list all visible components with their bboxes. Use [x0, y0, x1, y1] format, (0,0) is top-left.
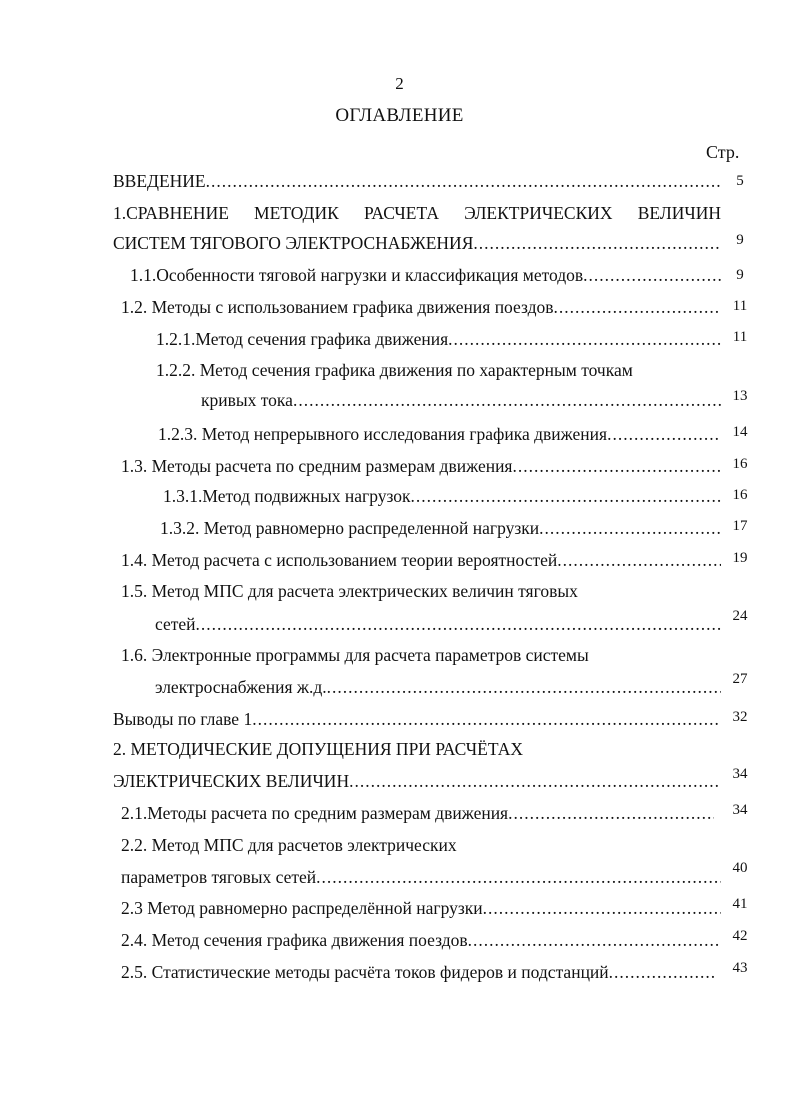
toc-page-number: 9 [736, 232, 744, 248]
toc-entry-1-3[interactable] [121, 455, 721, 477]
toc-entry-1-4[interactable] [121, 549, 721, 571]
toc-entry-text: 1.3.1.Метод подвижных нагрузок [163, 486, 411, 506]
toc-entry-2-3[interactable] [121, 897, 721, 919]
toc-entry-text: электроснабжения ж.д. [155, 677, 327, 697]
toc-page-number: 32 [732, 709, 748, 725]
toc-entry-chapter-1-line1[interactable]: 1.СРАВНЕНИЕ МЕТОДИК РАСЧЕТА ЭЛЕКТРИЧЕСКИХ ВЕЛИЧИН [113, 203, 721, 223]
toc-entry-2-5[interactable] [121, 961, 714, 983]
page-column-label: Стр. [706, 142, 740, 162]
toc-entry-text: 2.5. Статистические методы расчёта токов фидеров и подстанций [121, 962, 609, 982]
toc-entry-text: 2.3 Метод равномерно распределённой нагрузки [121, 898, 483, 918]
toc-entry-text: 2.1.Методы расчета по средним размерам движения [121, 803, 509, 823]
toc-entry-text: параметров тяговых сетей [121, 867, 317, 887]
toc-entry-text: СИСТЕМ ТЯГОВОГО ЭЛЕКТРОСНАБЖЕНИЯ [113, 233, 474, 253]
toc-page-number: 11 [732, 298, 748, 314]
toc-entry-chapter-1-line2[interactable] [113, 232, 721, 254]
toc-page-number: 9 [736, 267, 744, 283]
toc-entry-text: 1.3.2. Метод равномерно распределенной нагрузки [160, 518, 540, 538]
toc-entry-1-2-2-line1[interactable]: 1.2.2. Метод сечения графика движения по характерным точкам [156, 360, 633, 380]
toc-entry-chapter-1-conclusions[interactable] [113, 708, 721, 730]
leader-dots [508, 802, 714, 824]
toc-entry-text: 1.2.1.Метод сечения графика движения [156, 329, 449, 349]
leader-dots [327, 676, 721, 698]
page-number: 2 [395, 74, 404, 93]
toc-entry-1-6-line1[interactable]: 1.6. Электронные программы для расчета параметров системы [121, 645, 589, 665]
toc-entry-1-2-2-line2[interactable] [201, 389, 721, 411]
toc-page-number: 34 [732, 766, 748, 782]
toc-page-number: 34 [732, 802, 748, 818]
leader-dots [557, 549, 721, 571]
leader-dots [468, 929, 721, 951]
toc-entry-text: Выводы по главе 1 [113, 709, 253, 729]
toc-page-number: 14 [732, 424, 748, 440]
toc-page-number: 41 [732, 896, 748, 912]
leader-dots [609, 961, 714, 983]
toc-entry-introduction[interactable] [113, 170, 721, 192]
leader-dots [583, 264, 721, 286]
leader-dots [554, 296, 721, 318]
toc-page-number: 13 [732, 388, 748, 404]
toc-entry-1-1[interactable] [130, 264, 721, 286]
toc-entry-text: кривых тока [201, 390, 293, 410]
toc-page-number: 5 [736, 173, 744, 189]
toc-entry-text: 1.2.3. Метод непрерывного исследования графика движения [158, 424, 608, 444]
leader-dots [206, 170, 721, 192]
toc-entry-1-5-line2[interactable] [155, 613, 721, 635]
toc-page-number: 43 [732, 960, 748, 976]
leader-dots [349, 770, 721, 792]
toc-entry-text: 1.2. Методы с использованием графика движения поездов [121, 297, 554, 317]
toc-entry-text: 2.4. Метод сечения графика движения поездов [121, 930, 468, 950]
toc-entry-1-2-3[interactable] [158, 423, 721, 445]
toc-page-number: 17 [732, 518, 748, 534]
toc-entry-text: ЭЛЕКТРИЧЕСКИХ ВЕЛИЧИН [113, 771, 350, 791]
toc-entry-2-2-line1[interactable]: 2.2. Метод МПС для расчетов электрических [121, 835, 457, 855]
toc-entry-2-4[interactable] [121, 929, 721, 951]
toc-page-number: 40 [732, 860, 748, 876]
toc-entry-1-2-1[interactable] [156, 328, 721, 350]
toc-entry-text: 1.1.Особенности тяговой нагрузки и классификация методов [130, 265, 584, 285]
toc-entry-1-6-line2[interactable] [155, 676, 721, 698]
leader-dots [473, 232, 721, 254]
toc-entry-text: 1.3. Методы расчета по средним размерам движения [121, 456, 513, 476]
leader-dots [539, 517, 721, 539]
toc-page-number: 11 [732, 329, 748, 345]
toc-page-number: 42 [732, 928, 748, 944]
toc-page-number: 16 [732, 456, 748, 472]
toc-entry-text: сетей [155, 614, 196, 634]
toc-entry-chapter-2-line1[interactable]: 2. МЕТОДИЧЕСКИЕ ДОПУЩЕНИЯ ПРИ РАСЧЁТАХ [113, 739, 523, 759]
toc-page-number: 27 [732, 671, 748, 687]
toc-page-number: 24 [732, 608, 748, 624]
leader-dots [513, 455, 722, 477]
toc-entry-1-3-1[interactable] [163, 485, 721, 507]
leader-dots [448, 328, 721, 350]
toc-entry-text: ВВЕДЕНИЕ [113, 171, 206, 191]
toc-entry-1-3-2[interactable] [160, 517, 721, 539]
toc-entry-chapter-2-line2[interactable] [113, 770, 721, 792]
leader-dots [607, 423, 721, 445]
toc-title: ОГЛАВЛЕНИЕ [335, 105, 464, 126]
leader-dots [196, 613, 721, 635]
leader-dots [483, 897, 721, 919]
toc-entry-text: 1.4. Метод расчета с использованием теории вероятностей [121, 550, 558, 570]
leader-dots [316, 866, 721, 888]
toc-entry-2-2-line2[interactable] [121, 866, 721, 888]
leader-dots [252, 708, 721, 730]
toc-entry-2-1[interactable] [121, 802, 714, 824]
toc-entry-1-2[interactable] [121, 296, 721, 318]
leader-dots [293, 389, 721, 411]
toc-entry-1-5-line1[interactable]: 1.5. Метод МПС для расчета электрических величин тяговых [121, 581, 578, 601]
leader-dots [411, 485, 721, 507]
toc-page-number: 19 [732, 550, 748, 566]
toc-page-number: 16 [732, 487, 748, 503]
